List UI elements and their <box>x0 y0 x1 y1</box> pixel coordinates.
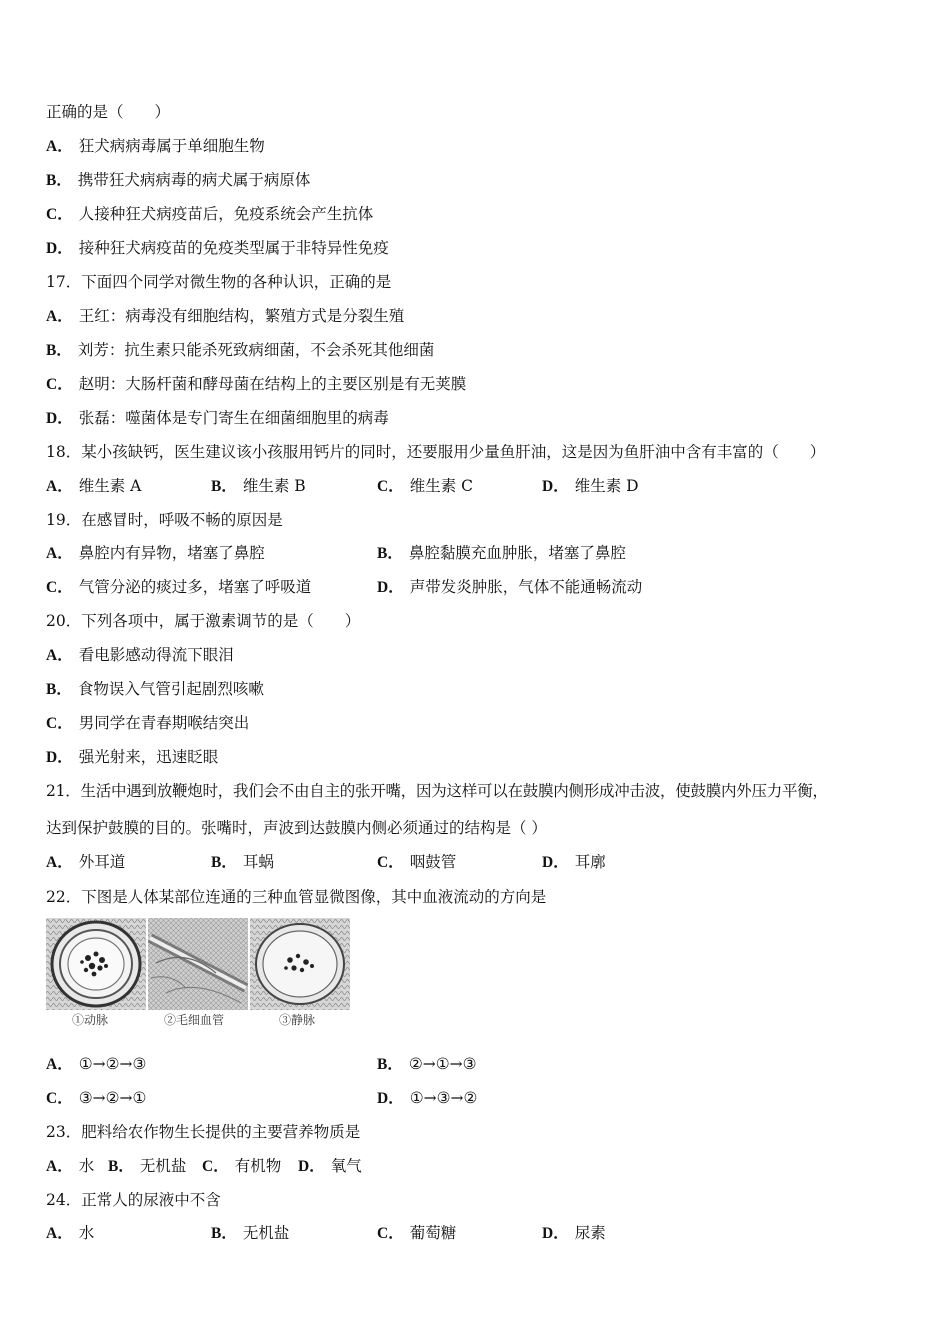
q23-stem: 23．肥料给农作物生长提供的主要营养物质是 <box>46 1123 361 1141</box>
q19-stem: 19．在感冒时，呼吸不畅的原因是 <box>46 511 283 529</box>
option-text: 氧气 <box>330 1157 362 1175</box>
q24-option-a <box>46 1223 94 1244</box>
option-text: 男同学在青春期喉结突出 <box>78 714 250 732</box>
option-label: D． <box>377 579 404 596</box>
q18-option-a <box>46 476 141 497</box>
option-label: B． <box>46 681 72 698</box>
q21-option-d <box>542 852 606 873</box>
blood-vessel-micrograph <box>46 918 351 1033</box>
option-text: 咽鼓管 <box>409 853 457 871</box>
q17-option-c <box>46 374 466 395</box>
q20-option-c <box>46 713 249 734</box>
q16-option-c <box>46 204 373 225</box>
option-label: A． <box>46 647 73 664</box>
q19-option-c <box>46 577 311 598</box>
q21-option-b <box>211 852 274 873</box>
q18-option-c <box>377 476 473 497</box>
q19-option-b <box>377 543 626 564</box>
option-text: 气管分泌的痰过多，堵塞了呼吸道 <box>78 578 312 596</box>
option-label: C． <box>46 715 73 732</box>
option-text: 王红：病毒没有细胞结构，繁殖方式是分裂生殖 <box>78 307 405 325</box>
option-label: D． <box>298 1158 325 1175</box>
option-text: 水 <box>78 1157 95 1175</box>
option-label: B． <box>377 1056 403 1073</box>
option-text: 声带发炎肿胀，气体不能通畅流动 <box>409 578 643 596</box>
option-label: D． <box>377 1090 404 1107</box>
option-text: 水 <box>78 1224 95 1242</box>
q21-stem-line-2: 达到保护鼓膜的目的。张嘴时，声波到达鼓膜内侧必须通过的结构是（ ） <box>46 819 547 837</box>
q24-option-d <box>542 1223 606 1244</box>
q24-option-c <box>377 1223 456 1244</box>
q20-stem: 20．下列各项中，属于激素调节的是（ ） <box>46 612 361 630</box>
q19-option-d <box>377 577 642 598</box>
q22-option-a <box>46 1054 146 1075</box>
artery-panel <box>46 918 146 1010</box>
q20-option-d <box>46 747 218 768</box>
q16-option-a <box>46 136 265 157</box>
option-text: 尿素 <box>574 1224 606 1242</box>
option-label: C． <box>202 1158 229 1175</box>
option-text: 狂犬病病毒属于单细胞生物 <box>78 137 265 155</box>
q16-stem-tail: 正确的是（ ） <box>46 103 171 121</box>
q23-option-c <box>202 1156 281 1177</box>
option-label: D． <box>542 1225 569 1242</box>
option-label: C． <box>46 376 73 393</box>
option-text: 有机物 <box>234 1157 282 1175</box>
q22-stem: 22．下图是人体某部位连通的三种血管显微图像，其中血液流动的方向是 <box>46 888 547 906</box>
q17-option-d <box>46 408 389 429</box>
q17-option-b <box>46 340 434 361</box>
option-label: C． <box>377 854 404 871</box>
q20-option-a <box>46 645 234 666</box>
option-label: C． <box>377 478 404 495</box>
q22-option-d <box>377 1088 477 1109</box>
option-text: 无机盐 <box>242 1224 290 1242</box>
option-text: 耳蜗 <box>242 853 274 871</box>
option-label: A． <box>46 478 73 495</box>
option-label: A． <box>46 1158 73 1175</box>
option-label: B． <box>377 545 403 562</box>
option-text: ①→②→③ <box>78 1055 147 1073</box>
q21-option-c <box>377 852 456 873</box>
option-label: D． <box>46 410 73 427</box>
q16-option-b <box>46 170 310 191</box>
q19-option-a <box>46 543 265 564</box>
q16-option-d <box>46 238 389 259</box>
option-text: 鼻腔黏膜充血肿胀，堵塞了鼻腔 <box>408 544 626 562</box>
q18-stem: 18．某小孩缺钙，医生建议该小孩服用钙片的同时，还要服用少量鱼肝油，这是因为鱼肝油中含有丰富的（ ） <box>46 443 826 461</box>
option-text: 葡萄糖 <box>409 1224 457 1242</box>
q21-option-a <box>46 852 125 873</box>
micrograph-panels <box>46 918 351 1010</box>
option-label: C． <box>46 206 73 223</box>
option-label: B． <box>46 342 72 359</box>
option-text: 外耳道 <box>78 853 126 871</box>
option-text: 人接种狂犬病疫苗后，免疫系统会产生抗体 <box>78 205 374 223</box>
option-text: 维生素 D <box>574 477 639 495</box>
option-text: 赵明：大肠杆菌和酵母菌在结构上的主要区别是有无荚膜 <box>78 375 467 393</box>
q17-stem: 17．下面四个同学对微生物的各种认识，正确的是 <box>46 273 392 291</box>
option-text: ②→①→③ <box>408 1055 477 1073</box>
option-label: C． <box>46 579 73 596</box>
option-label: D． <box>542 854 569 871</box>
option-label: B． <box>211 854 237 871</box>
q21-stem-line-1: 21．生活中遇到放鞭炮时，我们会不由自主的张开嘴，因为这样可以在鼓膜内侧形成冲击波，使鼓膜内外压力平衡， <box>46 782 828 800</box>
option-text: 无机盐 <box>139 1157 187 1175</box>
option-text: ③→②→① <box>78 1089 147 1107</box>
option-text: 看电影感动得流下眼泪 <box>78 646 234 664</box>
q22-option-c <box>46 1088 146 1109</box>
q20-option-b <box>46 679 264 700</box>
option-text: 张磊：噬菌体是专门寄生在细菌细胞里的病毒 <box>78 409 389 427</box>
capillary-panel <box>148 918 248 1010</box>
caption-artery: ①动脉 <box>72 1013 109 1027</box>
option-text: 鼻腔内有异物，堵塞了鼻腔 <box>78 544 265 562</box>
option-label: B． <box>211 478 237 495</box>
option-label: A． <box>46 308 73 325</box>
option-label: C． <box>377 1225 404 1242</box>
q23-option-b <box>108 1156 186 1177</box>
option-label: B． <box>211 1225 237 1242</box>
q24-option-b <box>211 1223 289 1244</box>
option-label: A． <box>46 854 73 871</box>
q24-stem: 24．正常人的尿液中不含 <box>46 1191 221 1209</box>
option-text: 维生素 A <box>78 477 142 495</box>
option-label: A． <box>46 1225 73 1242</box>
q23-option-a <box>46 1156 94 1177</box>
option-label: A． <box>46 545 73 562</box>
option-text: 强光射来，迅速眨眼 <box>78 748 219 766</box>
q23-option-d <box>298 1156 362 1177</box>
option-label: C． <box>46 1090 73 1107</box>
option-text: ①→③→② <box>409 1089 478 1107</box>
option-label: B． <box>108 1158 134 1175</box>
caption-capillary: ②毛细血管 <box>164 1013 225 1027</box>
option-text: 维生素 C <box>409 477 473 495</box>
option-label: A． <box>46 1056 73 1073</box>
option-label: A． <box>46 138 73 155</box>
q18-option-d <box>542 476 639 497</box>
option-text: 携带狂犬病病毒的病犬属于病原体 <box>77 171 311 189</box>
option-text: 食物误入气管引起剧烈咳嗽 <box>77 680 264 698</box>
q22-option-b <box>377 1054 477 1075</box>
caption-vein: ③静脉 <box>279 1013 316 1027</box>
option-label: B． <box>46 172 72 189</box>
option-label: D． <box>46 749 73 766</box>
vein-panel <box>250 918 350 1010</box>
option-label: D． <box>542 478 569 495</box>
option-text: 接种狂犬病疫苗的免疫类型属于非特异性免疫 <box>78 239 389 257</box>
option-text: 维生素 B <box>242 477 306 495</box>
option-text: 耳廓 <box>574 853 606 871</box>
q17-option-a <box>46 306 404 327</box>
option-text: 刘芳：抗生素只能杀死致病细菌，不会杀死其他细菌 <box>77 341 435 359</box>
option-label: D． <box>46 240 73 257</box>
q18-option-b <box>211 476 306 497</box>
